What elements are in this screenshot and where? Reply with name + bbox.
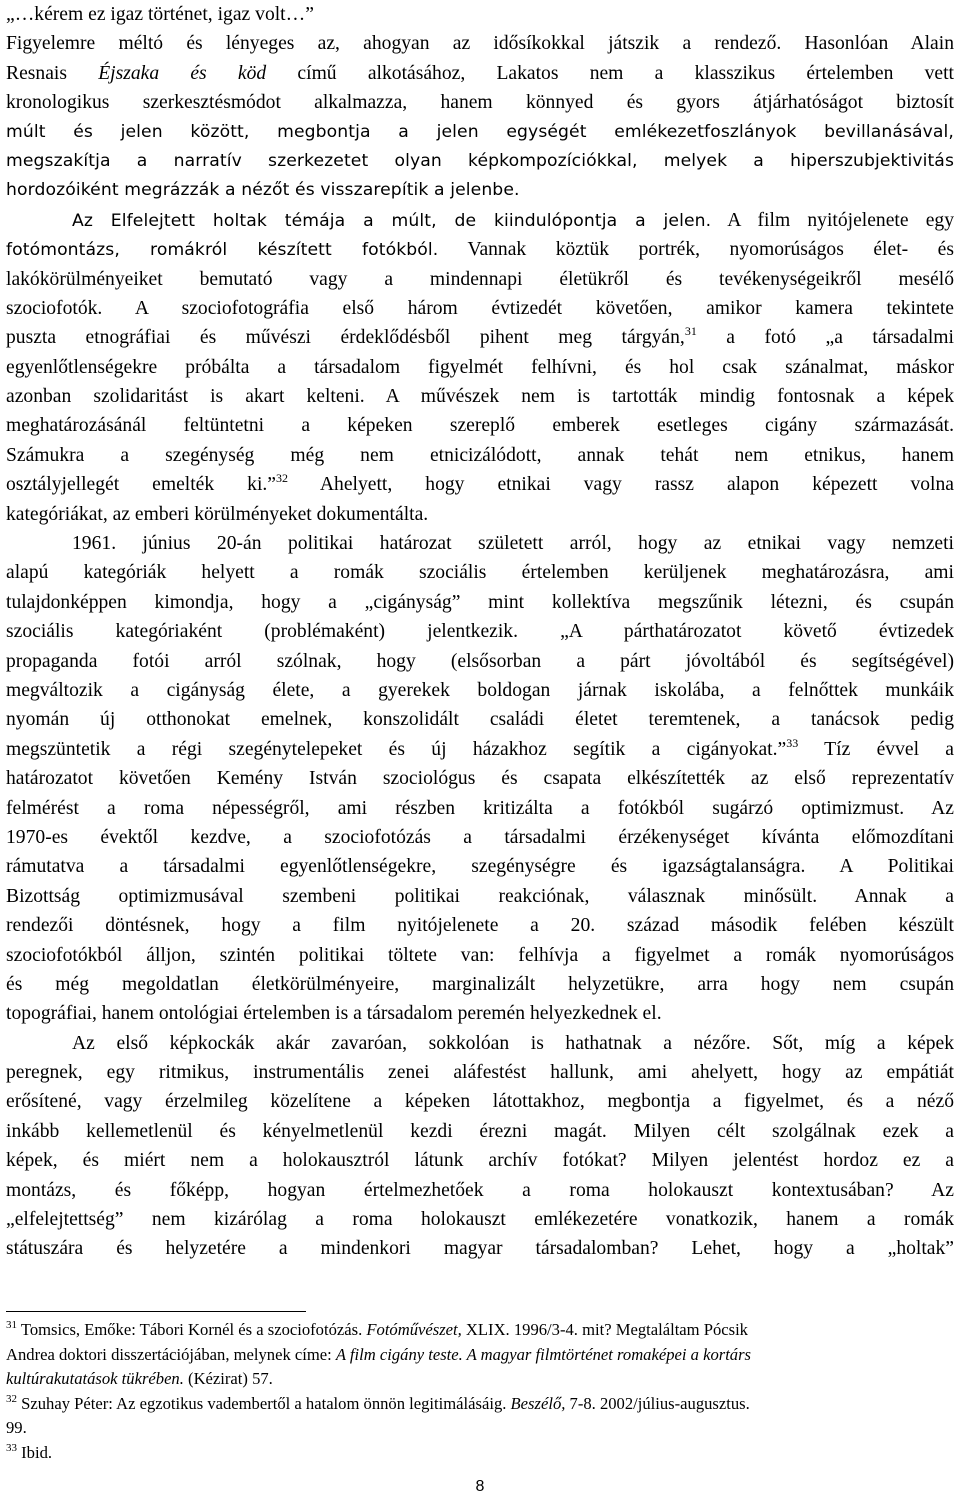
text-line: fotómontázs, romákról készített fotókból. Vannak köztük portrék, nyomorúságos élet- és — [6, 239, 954, 261]
text-line: propaganda fotói arról szólnak, hogy (elsősorban a párt jóvoltából és segítségével) — [6, 650, 954, 672]
text-line: hordozóiként megrázzák a nézőt és visszarepítik a jelenbe. — [6, 180, 520, 201]
text-line: képek, és miért nem a holokausztról látunk archív fotókat? Milyen jelentést hordoz ez a — [6, 1150, 954, 1172]
text-line: topográfiai, hanem ontológiai értelemben is a társadalom peremén helyezkednek el. — [6, 1003, 662, 1025]
footnote-31-cont: Andrea doktori disszertációjában, melynek címe: A film cigány teste. A magyar filmtörténet romaképei a kortárs — [6, 1344, 752, 1364]
text-line: Figyelemre méltó és lényeges az, ahogyan az idősíkokkal játszik a rendező. Hasonlóan Alain — [6, 33, 954, 55]
text-line: státuszára és helyzetére a mindenkori magyar társadalomban? Lehet, hogy a „holtak” — [6, 1238, 954, 1260]
text-line: kronologikus szerkesztésmódot alkalmazza, hanem könnyed és gyors átjárhatóságot biztosít — [6, 92, 954, 114]
quote-heading: „…kérem ez igaz történet, igaz volt…” — [6, 4, 314, 25]
text-line: Resnais Éjszaka és köd című alkotásához, Lakatos nem a klasszikus értelemben vett — [6, 62, 954, 84]
text-line: erősítené, vagy érzelmileg közelítene a képeken látottakhoz, megbontja a figyelmet, és a néző — [6, 1091, 954, 1113]
text-line: Az Elfelejtett holtak témája a múlt, de kiindulópontja a jelen. A film nyitójelenete egy — [72, 209, 954, 231]
footnote-32: $^{32}$ Szuhay Péter: Az egzotikus vadembertől a hatalom önnön legitimálásáig. Beszélő, 7-8. 2002/július-augusztus. — [6, 1392, 750, 1413]
film-title-italic: Éjszaka és köd — [98, 62, 267, 84]
text-line: meghatározásánál feltüntetni a képeken szereplő emberek esetleges cigány származását. — [6, 415, 954, 437]
footnote-separator — [6, 1311, 306, 1312]
page-number: 8 — [475, 1478, 485, 1495]
footnote-32-cont: 99. — [6, 1418, 27, 1437]
footnote-ref-32: 32 — [276, 471, 288, 486]
text-line: Bizottság optimizmusával szembeni politikai reakciónak, válasznak minősült. Annak a — [6, 885, 954, 907]
text-line: egyenlőtlenségekre próbálta a társadalom figyelmét felhívni, és hol csak szánalmat, máskor — [6, 356, 954, 378]
text-line: puszta etnográfiai és művészi érdeklődésből pihent meg tárgyán,$^{31}$ a fotó „a társadalmi — [6, 324, 954, 349]
text-line: 1970-es évektől kezdve, a szociofotózás a társadalmi érzékenységet kívánta előmozdítani — [6, 826, 954, 848]
text-line: és még megoldatlan életkörülményeire, marginalizált helyzetükre, arra hogy nem csupán — [6, 973, 954, 995]
text-line: múlt és jelen között, megbontja a jelen egységét emlékezetfoszlányok bevillanásával, — [6, 121, 954, 142]
text-line: azonban szolidaritást is akart kelteni. A művészek nem is tartották mindig fontosnak a képek — [6, 386, 954, 408]
text-line: szociális kategóriaként (problémaként) jelentkezik. „A párthatározatot követő évtizedek — [6, 621, 954, 643]
footnote-31-cont: kultúrakutatások tükrében. (Kézirat) 57. — [6, 1369, 273, 1388]
text-line: megváltozik a cigányság élete, a gyerekek boldogan járnak iskolába, a felnőttek munkáik — [6, 679, 954, 701]
text-line: inkább kellemetlenül és kényelmetlenül kezdi érezni magát. Milyen célt szolgálnak ezek a — [6, 1120, 954, 1142]
text-line: „elfelejtettség” nem kizárólag a roma holokauszt emlékezetére vonatkozik, hanem a romák — [6, 1209, 954, 1231]
text-line: peregnek, egy ritmikus, instrumentális zenei aláfestést hallunk, ami ahelyett, hogy az empátiát — [6, 1062, 954, 1084]
text-line: rendezői döntésnek, hogy a film nyitójelenete a 20. század második felében készült — [6, 915, 954, 937]
main-text — [6, 0, 954, 1264]
text-line: felmérést a roma népességről, ami részben kritizálta a fotókból sugárzó optimizmust. Az — [6, 797, 954, 819]
text-line: rámutatva a társadalmi egyenlőtlenségekre, szegénységre és igazságtalanságra. A Politikai — [6, 856, 954, 878]
text-line: montázs, és főképp, hogyan értelmezhetőek a roma holokauszt kontextusában? Az — [6, 1179, 954, 1201]
text-line: Az első képkockák akár zavaróan, sokkolóan is hathatnak a nézőre. Sőt, míg a képek — [72, 1032, 954, 1054]
footnotes — [6, 1318, 954, 1465]
text-line: Számukra a szegénység még nem etnicizálódott, annak tehát nem etnikus, hanem — [6, 444, 954, 466]
text-line: szociofotók. A szociofotográfia első három évtizedét követően, amikor kamera tekintete — [6, 297, 954, 319]
text-line: kategóriákat, az emberi körülményeket dokumentálta. — [6, 503, 429, 525]
footnote-33: $^{33}$ Ibid. — [6, 1441, 53, 1462]
text-line: osztályjellegét emelték ki.”$^{32}$ Ahelyett, hogy etnikai vagy rassz alapon képezett volna — [6, 471, 954, 496]
text-line: tulajdonképpen kimondja, hogy a „cigányság” mint kollektíva megszűnik létezni, és csupán — [6, 591, 954, 613]
footnote-31: $^{31}$ Tomsics, Emőke: Tábori Kornél és a szociofotózás. Fotóművészet, XLIX. 1996/3-4. mit? Megtaláltam Pócsik — [6, 1319, 748, 1339]
footnote-ref-31: 31 — [684, 324, 697, 339]
text-line: megszakítja a narratív szerkezetet olyan képkompozíciókkal, melyek a hiperszubjektivitás — [6, 150, 954, 171]
text-line: alapú kategóriák helyett a romák szociális értelemben kerüljenek meghatározásra, ami — [6, 562, 954, 584]
text-line: határozatot követően Kemény István szociológus és csapata elkészítették az első reprezentatív — [6, 768, 954, 790]
footnote-ref-33: 33 — [786, 735, 799, 750]
text-line: nyomán új otthonokat emelnek, konszolidált családi életet teremtenek, a tanácsok pedig — [6, 709, 954, 731]
text-line: lakókörülményeiket bemutató vagy a mindennapi életükről és tevékenységeikről mesélő — [6, 268, 954, 290]
text-line: megszüntetik a régi szegénytelepeket és új házakhoz segítik a cigányokat.”$^{33}$ Tíz évvel a — [6, 735, 954, 760]
text-line: szociofotókból álljon, szintén politikai töltete van: felhívja a figyelmet a romák nyomorúságos — [6, 944, 954, 966]
text-line: 1961. június 20-án politikai határozat született arról, hogy az etnikai vagy nemzeti — [72, 533, 954, 555]
